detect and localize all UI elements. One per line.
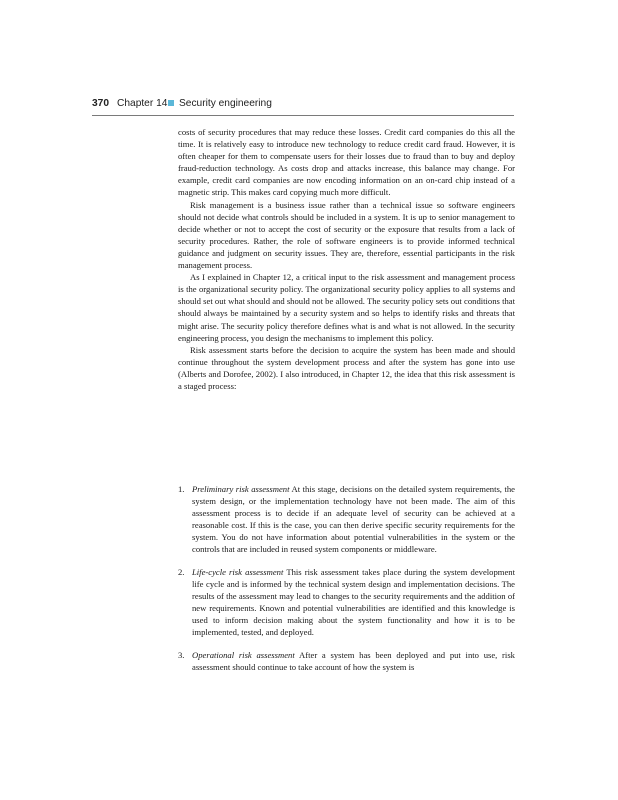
list-item-term: Life-cycle risk assessment [192, 566, 284, 577]
chapter-label: Chapter 14 [117, 98, 168, 109]
list-item [178, 649, 515, 673]
list-item-description: At this stage, decisions on the detailed system requirements, the system design, or the implementation technology have not been made. The aim of this assessment process is to decide if an adequate level of security can be achieved at a reasonable cost. If this is the case, you can then derive specific security requirements for the system. You do not have information about potential vulnerabilities in the system or the controls that are included in reused system components or middleware. [192, 484, 515, 555]
list-item-text [192, 566, 515, 639]
risk-assessment-stages-list [178, 483, 515, 683]
paragraph-3: As I explained in Chapter 12, a critical input to the risk assessment and management process is the organizational security policy. The organizational security policy applies to all systems and should set out what should and should not be allowed. The security policy sets out conditions that should always be maintained by a security system and so helps to identify risks and threats that might arise. The security policy therefore defines what is and what is not allowed. In the security engineering process, you design the mechanisms to implement this policy. [178, 272, 515, 343]
list-item [178, 566, 515, 639]
list-item-term: Preliminary risk assessment [192, 484, 290, 494]
list-item-text [192, 483, 515, 556]
page-header [92, 93, 514, 116]
list-item-number: 3. [178, 649, 185, 660]
list-item-description: After a system has been deployed and put into use, risk assessment should continue to take account of how the system is [192, 649, 515, 672]
list-item-description: This risk assessment takes place during the system development life cycle and is informed by the technical system design and implementation decisions. The results of the assessment may lead to changes to the security requirements and the addition of new requirements. Known and potential vulnerabilities are identified and this knowledge is used to inform decision making about the system functionality and how it is to be implemented, tested, and deployed. [192, 566, 515, 638]
section-title: Security engineering [179, 98, 272, 109]
paragraph-2: Risk management is a business issue rather than a technical issue so software engineers should not decide what controls should be included in a system. It is up to senior management to decide whether or not to accept the cost of security or the exposure that results from a lack of security procedures. Rather, the role of software engineers is to provide informed technical guidance and judgment on security issues. They are, therefore, essential participants in the risk management process. [178, 199, 515, 271]
paragraph-4: Risk assessment starts before the decision to acquire the system has been made and should continue throughout the system development process and after the system has gone into use (Alberts and Dorofee, 2002). I also introduced, in Chapter 12, the idea that this risk assessment is a staged process: [178, 344, 515, 391]
header-square-icon [168, 100, 174, 106]
list-item-text [192, 649, 515, 673]
list-item-number: 1. [178, 484, 185, 494]
list-item-number: 2. [178, 566, 185, 577]
body-text [178, 126, 515, 392]
list-item-term: Operational risk assessment [192, 649, 295, 660]
list-item [178, 483, 515, 556]
paragraph-1: costs of security procedures that may reduce these losses. Credit card companies do this all the time. It is relatively easy to introduce new technology to reduce credit card fraud. However, it is often cheaper for them to compensate users for their losses due to fraud than to buy and deploy fraud-reduction technology. As costs drop and attacks increase, this balance may change. For example, credit card companies are now encoding information on an on-card chip instead of a magnetic strip. This makes card copying much more difficult. [178, 127, 515, 198]
page-number: 370 [92, 98, 109, 109]
